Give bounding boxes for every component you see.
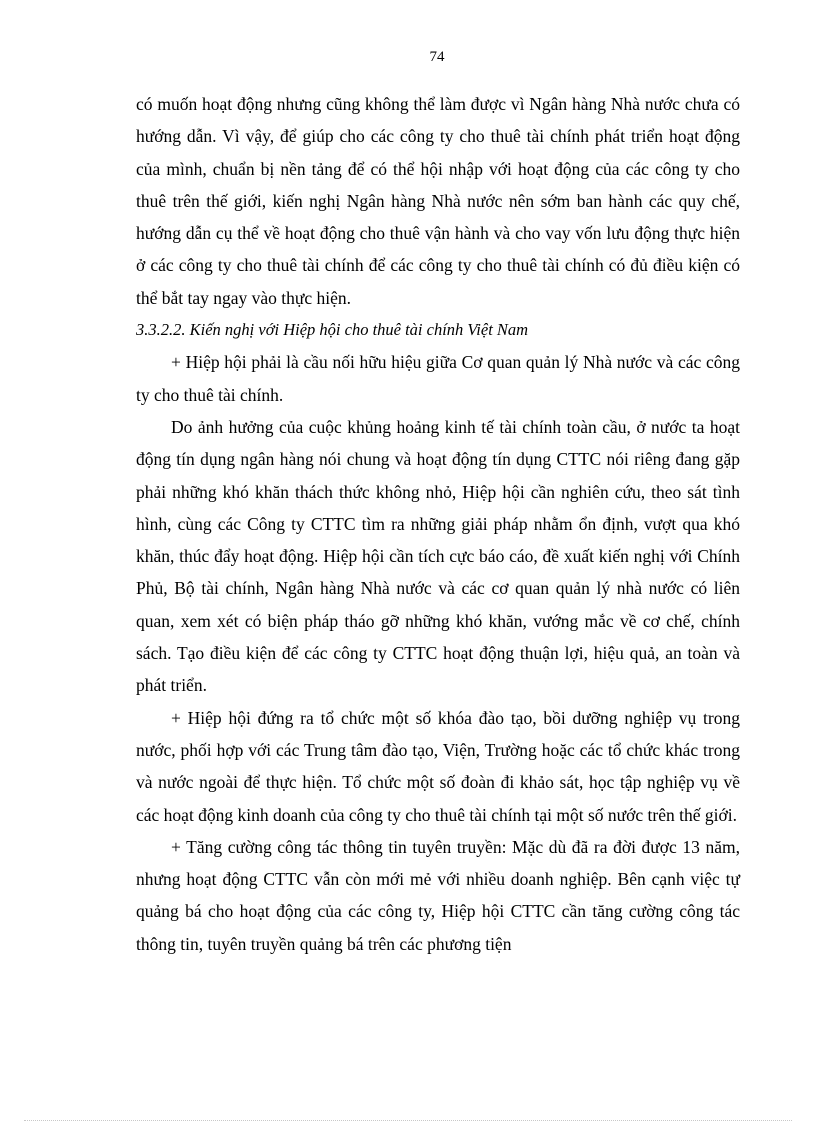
page-number: 74 — [429, 49, 445, 65]
page-bottom-divider — [24, 1120, 792, 1121]
paragraph-communication: + Tăng cường công tác thông tin tuyên truyền: Mặc dù đã ra đời được 13 năm, nhưng hoạt động CTTC vẫn còn mới mẻ với nhiều doanh nghiệp. Bên cạnh việc tự quảng bá cho hoạt động của các công ty, Hiệp hội CTTC cần tăng cường công tác thông tin, tuyên truyền quảng bá trên các phương tiện — [136, 836, 740, 954]
section-heading: 3.3.2.2. Kiến nghị với Hiệp hội cho thuê tài chính Việt Nam — [136, 320, 529, 340]
paragraph-crisis-impact: Do ảnh hưởng của cuộc khủng hoảng kinh tế tài chính toàn cầu, ở nước ta hoạt động tín dụng ngân hàng nói chung và hoạt động tín dụng CTTC nói riêng đang gặp phải những khó khăn thách thức không nhỏ, Hiệp hội cần nghiên cứu, theo sát tình hình, cùng các Công ty CTTC tìm ra những giải pháp nhằm ổn định, vượt qua khó khăn, thúc đẩy hoạt động. Hiệp hội cần tích cực báo cáo, đề xuất kiến nghị với Chính Phủ, Bộ tài chính, Ngân hàng Nhà nước và các cơ quan quản lý nhà nước có liên quan, xem xét có biện pháp tháo gỡ những khó khăn, vướng mắc về cơ chế, chính sách. Tạo điều kiện để các công ty CTTC hoạt động thuận lợi, hiệu quả, an toàn và phát triển. — [136, 416, 740, 696]
document-body — [136, 88, 740, 960]
paragraph-bridge-role: + Hiệp hội phải là cầu nối hữu hiệu giữa Cơ quan quản lý Nhà nước và các công ty cho thuê tài chính. — [136, 352, 740, 405]
paragraph-training: + Hiệp hội đứng ra tổ chức một số khóa đào tạo, bồi dưỡng nghiệp vụ trong nước, phối hợp với các Trung tâm đào tạo, Viện, Trường hoặc các tổ chức khác trong và nước ngoài để thực hiện. Tổ chức một số đoàn đi khảo sát, học tập nghiệp vụ về các hoạt động kinh doanh của công ty cho thuê tài chính tại một số nước trên thế giới. — [136, 707, 740, 825]
paragraph-continuation: có muốn hoạt động nhưng cũng không thể làm được vì Ngân hàng Nhà nước chưa có hướng dẫn. Vì vậy, để giúp cho các công ty cho thuê tài chính phát triển hoạt động của mình, chuẩn bị nền tảng để có thể hội nhập với hoạt động của các công ty cho thuê trên thế giới, kiến nghị Ngân hàng Nhà nước nên sớm ban hành các quy chế, hướng dẫn cụ thể về hoạt động cho thuê vận hành và cho vay vốn lưu động thực hiện ở các công ty cho thuê tài chính để các công ty cho thuê tài chính có đủ điều kiện có thể bắt tay ngay vào thực hiện. — [136, 94, 740, 308]
